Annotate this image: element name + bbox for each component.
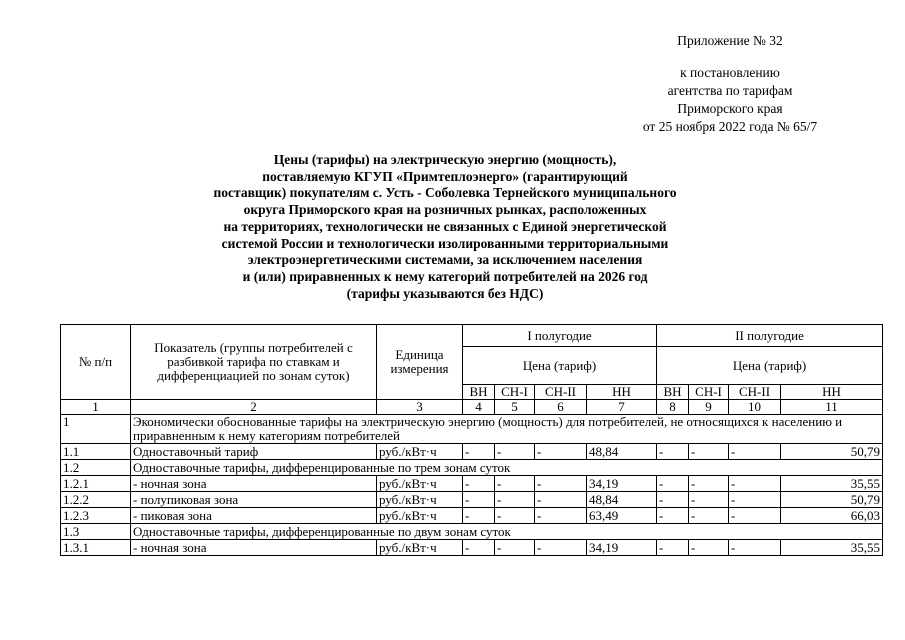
- section-text: Одноставочные тарифы, дифференцированные по двум зонам суток: [131, 524, 883, 540]
- cell-value: -: [729, 444, 781, 460]
- header-unit: Единица измерения: [377, 325, 463, 400]
- table-row: [61, 444, 883, 460]
- header-price-1: Цена (тариф): [463, 347, 657, 385]
- column-number: 7: [587, 400, 657, 415]
- cell-value: -: [729, 492, 781, 508]
- title-line: и (или) приравненных к нему категорий потребителей на 2026 год: [242, 268, 648, 284]
- row-num: 1.2: [61, 460, 131, 476]
- table-row-section: [61, 524, 883, 540]
- table-body: [61, 415, 883, 556]
- row-num: 1.2.3: [61, 508, 131, 524]
- cell-value: -: [729, 540, 781, 556]
- title-line: электроэнергетическими системами, за исключением населения: [247, 252, 643, 268]
- cell-value: -: [657, 540, 689, 556]
- cell-value: -: [729, 508, 781, 524]
- table-row-section: [61, 460, 883, 476]
- cell-value: -: [463, 540, 495, 556]
- column-number: 6: [535, 400, 587, 415]
- row-unit: руб./кВт·ч: [377, 540, 463, 556]
- title-line: поставляемую КГУП «Примтеплоэнерго» (гарантирующий: [262, 168, 628, 184]
- cell-value: 34,19: [587, 476, 657, 492]
- title-line: поставщик) покупателям с. Усть - Соболевка Тернейского муниципального: [213, 185, 677, 201]
- cell-value: -: [463, 444, 495, 460]
- title-line: системой России и технологически изолированными территориальными: [221, 235, 669, 251]
- cell-value: -: [657, 492, 689, 508]
- header-level: НН: [781, 385, 883, 400]
- table-row-section: [61, 415, 883, 444]
- cell-value: -: [463, 476, 495, 492]
- cell-value: -: [535, 540, 587, 556]
- cell-value: 50,79: [781, 492, 883, 508]
- row-unit: руб./кВт·ч: [377, 508, 463, 524]
- column-numbers-row: [61, 400, 883, 415]
- cell-value: -: [535, 476, 587, 492]
- table-row: [61, 476, 883, 492]
- appendix-line: Приморского края: [677, 101, 783, 116]
- cell-value: -: [657, 444, 689, 460]
- row-num: 1.3.1: [61, 540, 131, 556]
- header-level: СН-I: [689, 385, 729, 400]
- header-half-1: I полугодие: [463, 325, 657, 347]
- cell-value: -: [657, 508, 689, 524]
- column-number: 2: [131, 400, 377, 415]
- document-title: [150, 152, 740, 302]
- appendix-line: к постановлению: [680, 65, 780, 80]
- cell-value: -: [535, 492, 587, 508]
- cell-value: -: [689, 492, 729, 508]
- row-num: 1.3: [61, 524, 131, 540]
- column-number: 1: [61, 400, 131, 415]
- row-unit: руб./кВт·ч: [377, 492, 463, 508]
- cell-value: -: [689, 476, 729, 492]
- cell-value: -: [689, 540, 729, 556]
- header-level: ВН: [657, 385, 689, 400]
- cell-value: -: [729, 476, 781, 492]
- appendix-line: агентства по тарифам: [667, 83, 793, 98]
- appendix-number: Приложение № 32: [677, 33, 783, 48]
- column-number: 10: [729, 400, 781, 415]
- row-num: 1: [61, 415, 131, 444]
- header-level: ВН: [463, 385, 495, 400]
- column-number: 5: [495, 400, 535, 415]
- row-num: 1.1: [61, 444, 131, 460]
- cell-value: -: [535, 444, 587, 460]
- column-number: 9: [689, 400, 729, 415]
- row-unit: руб./кВт·ч: [377, 444, 463, 460]
- cell-value: 34,19: [587, 540, 657, 556]
- cell-value: 48,84: [587, 492, 657, 508]
- cell-value: -: [535, 508, 587, 524]
- table-row: [61, 492, 883, 508]
- column-number: 11: [781, 400, 883, 415]
- row-name: - полупиковая зона: [131, 492, 377, 508]
- cell-value: -: [463, 492, 495, 508]
- header-level: СН-I: [495, 385, 535, 400]
- table-header: [61, 325, 883, 415]
- column-number: 8: [657, 400, 689, 415]
- cell-value: -: [495, 492, 535, 508]
- title-line: Цены (тарифы) на электрическую энергию (мощность),: [273, 152, 617, 167]
- cell-value: 50,79: [781, 444, 883, 460]
- cell-value: -: [657, 476, 689, 492]
- cell-value: 66,03: [781, 508, 883, 524]
- table-row: [61, 540, 883, 556]
- cell-value: 63,49: [587, 508, 657, 524]
- row-unit: руб./кВт·ч: [377, 476, 463, 492]
- row-name: - ночная зона: [131, 476, 377, 492]
- cell-value: -: [495, 508, 535, 524]
- cell-value: -: [495, 444, 535, 460]
- title-line: (тарифы указываются без НДС): [346, 285, 544, 301]
- header-price-2: Цена (тариф): [657, 347, 883, 385]
- cell-value: -: [495, 476, 535, 492]
- row-name: - ночная зона: [131, 540, 377, 556]
- cell-value: 48,84: [587, 444, 657, 460]
- table-row: [61, 508, 883, 524]
- header-num: № п/п: [61, 325, 131, 400]
- row-num: 1.2.2: [61, 492, 131, 508]
- column-number: 4: [463, 400, 495, 415]
- row-name: Одноставочный тариф: [131, 444, 377, 460]
- appendix-line: от 25 ноября 2022 года № 65/7: [642, 119, 818, 134]
- row-num: 1.2.1: [61, 476, 131, 492]
- header-half-2: II полугодие: [657, 325, 883, 347]
- header-level: СН-II: [535, 385, 587, 400]
- header-indicator: Показатель (группы потребителей с разбивкой тарифа по ставкам и дифференциацией по зонам суток): [131, 325, 377, 400]
- row-name: - пиковая зона: [131, 508, 377, 524]
- section-text: Экономически обоснованные тарифы на электрическую энергию (мощность) для потребителей, не относящихся к населению и приравненным к нему категориям потребителей: [131, 415, 883, 444]
- tariff-table: [60, 324, 883, 556]
- cell-value: 35,55: [781, 476, 883, 492]
- title-line: на территориях, технологически не связанных с Единой энергетической: [223, 218, 667, 234]
- title-line: округа Приморского края на розничных рынках, расположенных: [243, 202, 647, 218]
- header-level: СН-II: [729, 385, 781, 400]
- appendix-header: [600, 32, 860, 136]
- cell-value: 35,55: [781, 540, 883, 556]
- column-number: 3: [377, 400, 463, 415]
- cell-value: -: [495, 540, 535, 556]
- cell-value: -: [689, 444, 729, 460]
- cell-value: -: [463, 508, 495, 524]
- section-text: Одноставочные тарифы, дифференцированные по трем зонам суток: [131, 460, 883, 476]
- header-level: НН: [587, 385, 657, 400]
- cell-value: -: [689, 508, 729, 524]
